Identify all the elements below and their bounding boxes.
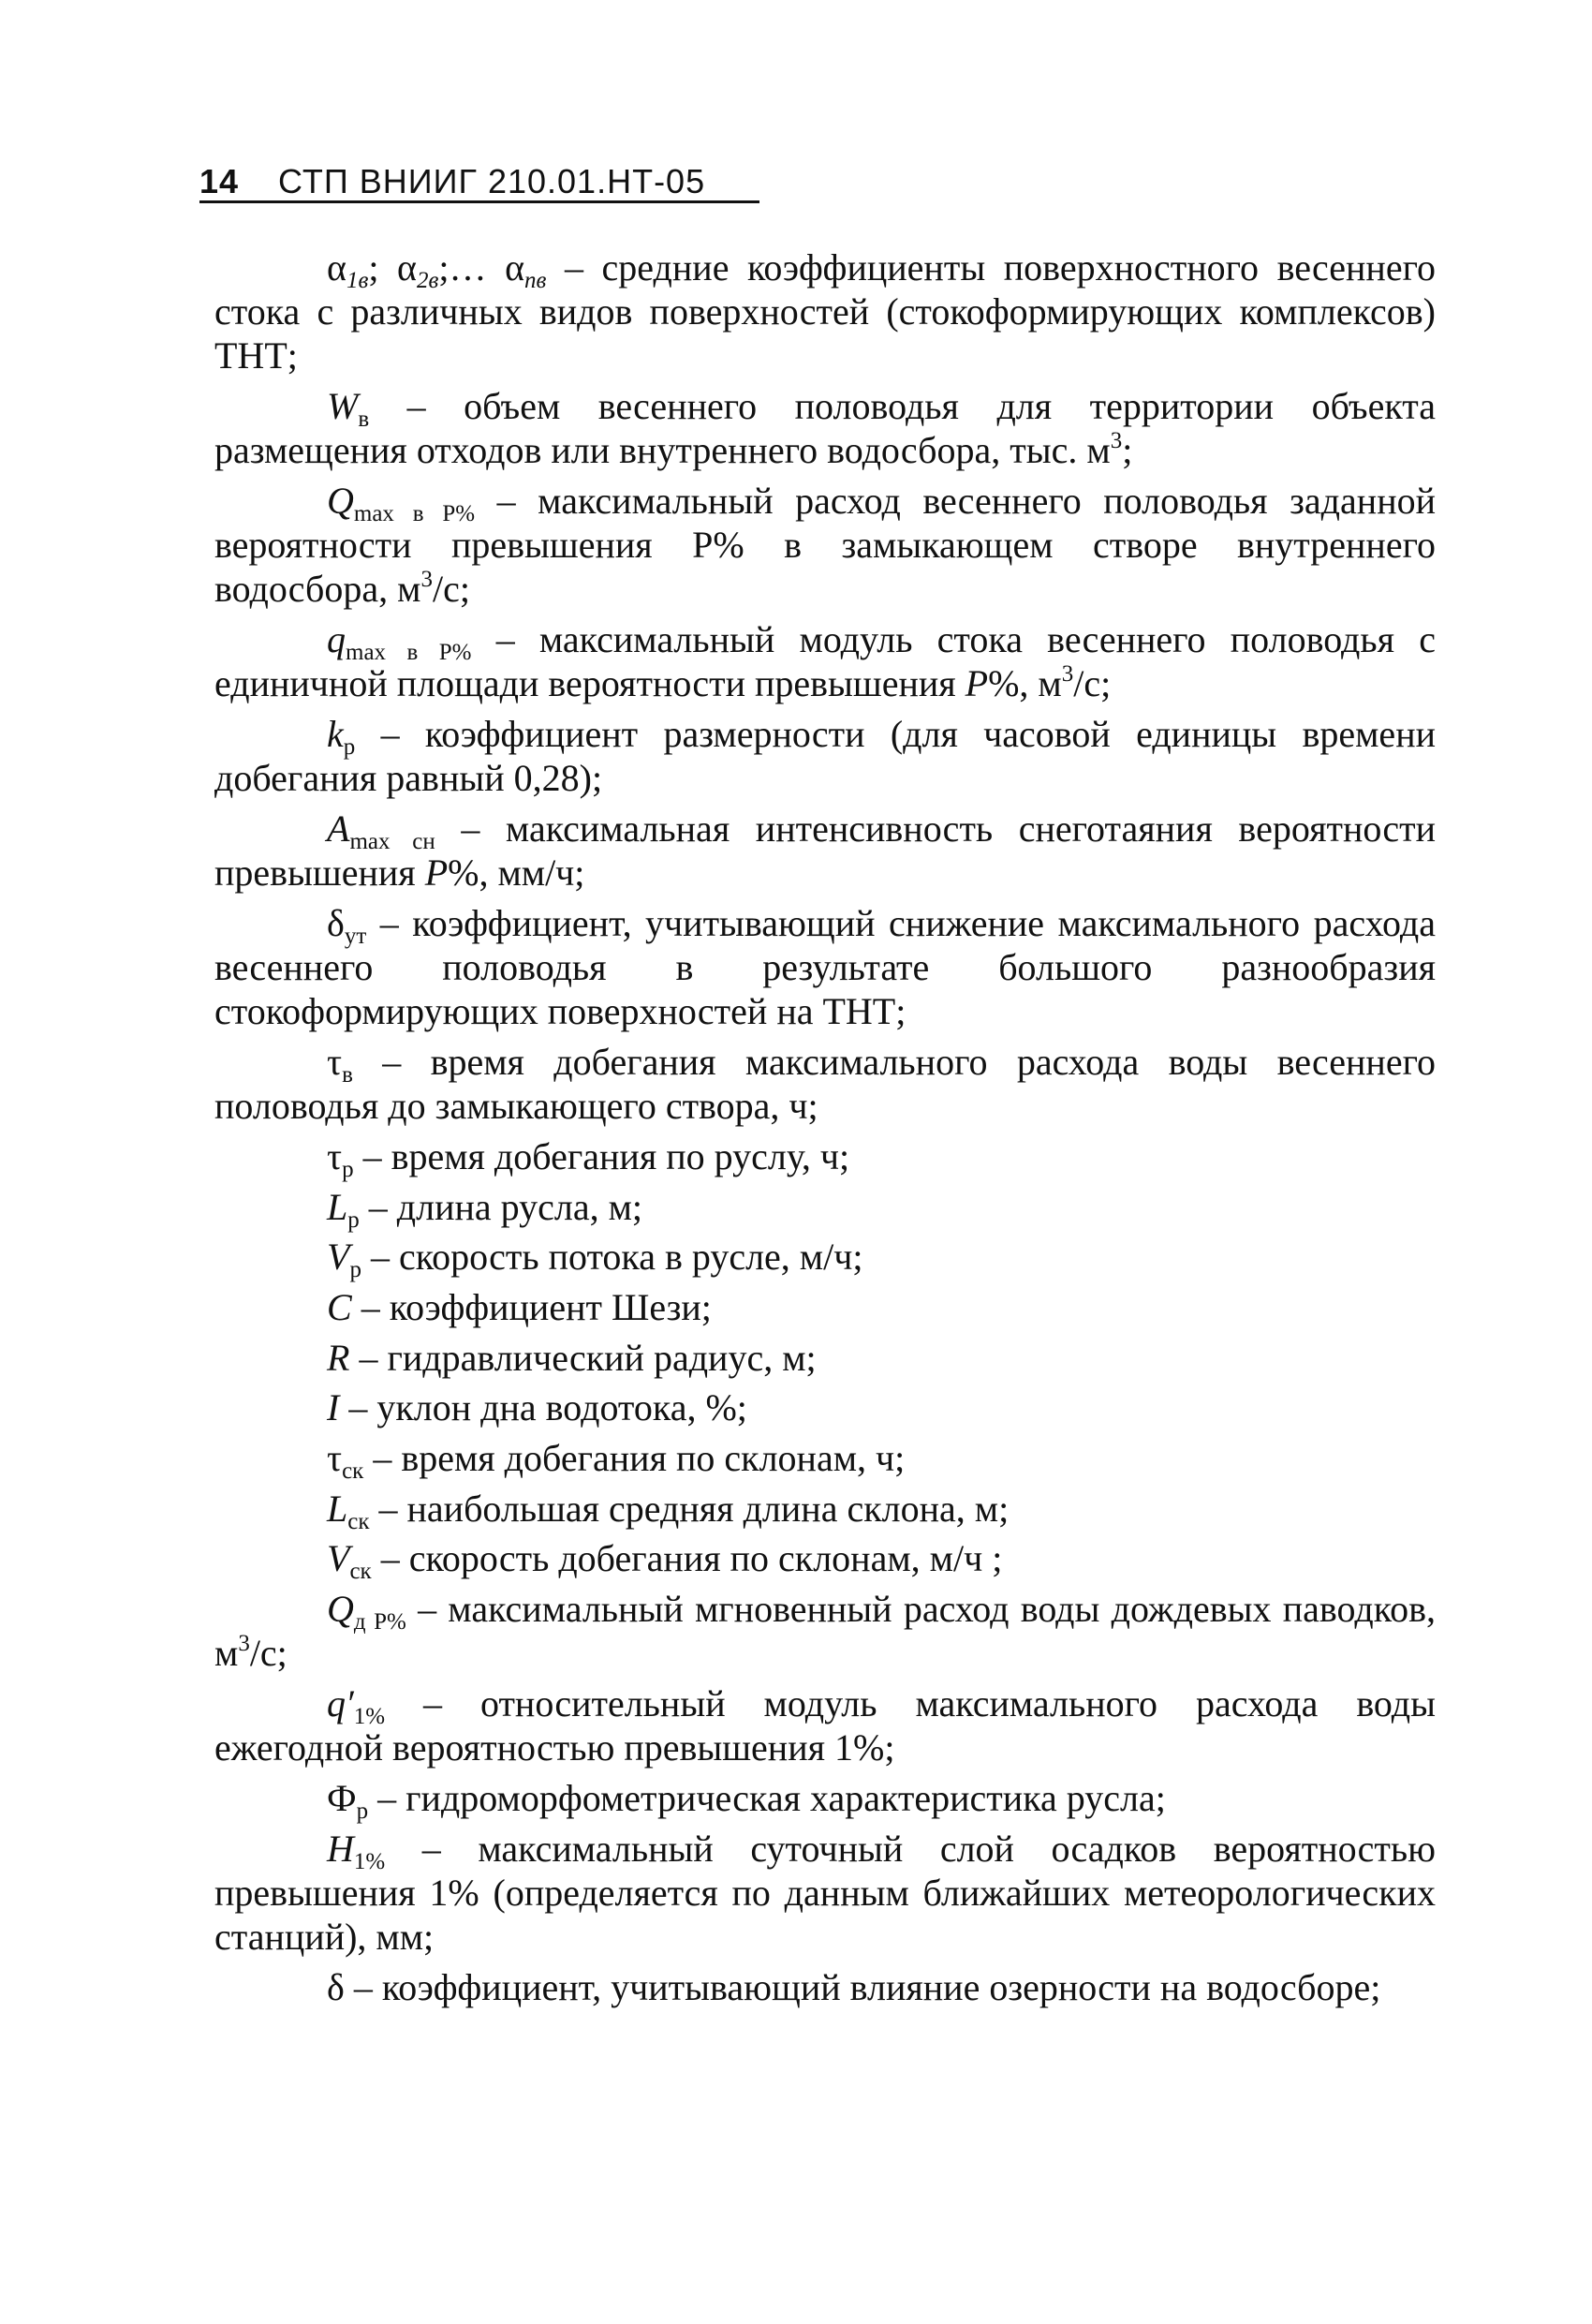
- definition-qmax: $Q_{max в P\%}$ – максимальный расход весеннего половодья заданной вероятности превышения Р% в замыкающем створе внутреннего водосбора, $м^3/с$;: [214, 480, 1436, 611]
- symbol: L: [327, 1487, 348, 1530]
- definition-text: – коэффициент Шези;: [351, 1285, 712, 1328]
- definition-text: – максимальная интенсивность снеготаяния вероятности превышения: [214, 807, 1436, 895]
- definition-phi: $Ф_р$ – гидроморфометрическая характеристика русла;: [327, 1777, 1166, 1824]
- definition-text: – максимальный расход весеннего половодья заданной вероятности превышения Р% в замыкающем створе внутреннего водосбора, м: [214, 480, 1436, 611]
- definition-amax: $A_{max сн}$ – максимальная интенсивность снеготаяния вероятности превышения P%, мм/ч;: [214, 807, 1436, 895]
- definition-tau-sk: $\tau_{ск}$ – время добегания по склонам, ч;: [327, 1437, 906, 1485]
- definition-h1: $H_{1\%}$ – максимальный суточный слой осадков вероятностью превышения 1% (определяется по данным ближайших метеорологических станций), мм;: [214, 1827, 1436, 1959]
- definition-text: – уклон дна водотока, %;: [339, 1386, 747, 1429]
- definition-text: – средние коэффициенты поверхностного весеннего стока с различных видов поверхностей (стокоформирующих комплексов) ТНТ;: [214, 246, 1436, 377]
- definition-text: – относительный модуль максимального расхода воды ежегодной вероятностью превышения 1%;: [214, 1682, 1436, 1769]
- symbol: I: [327, 1386, 340, 1429]
- definition-text: – длина русла, м;: [359, 1185, 642, 1228]
- symbol: Q: [327, 480, 354, 523]
- definition-delta: [214, 1965, 1436, 2009]
- symbol: $\alpha_{1в}$; $\alpha_{2в};\dots$ $\alpha_{nв}$: [327, 246, 547, 293]
- symbol: δ: [327, 1965, 345, 2008]
- symbol: Ф: [327, 1777, 357, 1819]
- symbol: H: [327, 1827, 354, 1870]
- definition-text: – максимальный суточный слой осадков вероятностью превышения 1% (определяется по данным ближайших метеорологических станций), мм;: [214, 1827, 1436, 1959]
- symbol: q: [327, 618, 346, 661]
- definition-alpha: [214, 245, 1436, 378]
- definition-text: – скорость добегания по склонам, м/ч ;: [371, 1537, 1003, 1580]
- definition-tau-v: $\tau_в$ – время добегания максимального расхода воды весеннего половодья до замыкающего створа, ч;: [214, 1040, 1436, 1128]
- page-header: [199, 162, 705, 201]
- symbol-definitions: [214, 245, 1436, 2016]
- document-code: СТП ВНИИГ 210.01.НТ-05: [278, 162, 706, 200]
- definition-qmod: $q_{max в P\%}$ – максимальный модуль стока весеннего половодья с единичной площади вероятности превышения P%, $м^3/с$;: [214, 618, 1436, 705]
- definition-q-d: $Q_{д P\%}$ – максимальный мгновенный расход воды дождевых паводков, $м^3/с$;: [214, 1588, 1436, 1675]
- definition-text: – скорость потока в русле, м/ч;: [361, 1236, 863, 1279]
- definition-text: – время добегания по склонам, ч;: [363, 1437, 906, 1480]
- symbol: q′: [327, 1682, 354, 1725]
- page-number: 14: [199, 162, 240, 200]
- symbol: V: [327, 1236, 350, 1279]
- definition-q1: $q'_{1\%}$ – относительный модуль максимального расхода воды ежегодной вероятностью превышения 1%;: [214, 1682, 1436, 1769]
- symbol: C: [327, 1285, 352, 1328]
- symbol: τ: [327, 1040, 343, 1083]
- symbol: A: [327, 807, 350, 850]
- symbol: V: [327, 1537, 350, 1580]
- definition-text: – объем весеннего половодья для территории объекта размещения отходов или внутреннего водосбора, тыс. м: [214, 385, 1436, 472]
- definition-text: – гидравлический радиус, м;: [349, 1336, 817, 1379]
- definition-i: [214, 1385, 1436, 1429]
- symbol: τ: [327, 1134, 343, 1177]
- definition-text: – максимальный модуль стока весеннего половодья с единичной площади вероятности превышения: [214, 618, 1436, 705]
- definition-l-sk: $L_{ск}$ – наибольшая средняя длина склона, м;: [327, 1487, 1010, 1534]
- definition-text: – наибольшая средняя длина склона, м;: [369, 1487, 1010, 1530]
- definition-text: – коэффициент, учитывающий снижение максимального расхода весеннего половодья в результате большого разнообразия стокоформирующих поверхностей на ТНТ;: [214, 901, 1436, 1033]
- definition-text: – гидроморфометрическая характеристика русла;: [368, 1777, 1166, 1819]
- definition-text: – коэффициент, учитывающий влияние озерности на водосборе;: [344, 1965, 1381, 2008]
- definition-text: – коэффициент размерности (для часовой единицы времени добегания равный 0,28);: [214, 713, 1436, 800]
- symbol: τ: [327, 1437, 343, 1480]
- symbol: δ: [327, 901, 345, 944]
- definition-c: [214, 1285, 1436, 1329]
- definition-w: $W_в$ – объем весеннего половодья для территории объекта размещения отходов или внутреннего водосбора, тыс. $м^3$;: [214, 385, 1436, 472]
- header-underline: [199, 200, 759, 203]
- definition-text: – время добегания по руслу, ч;: [353, 1134, 850, 1177]
- definition-l-r: $L_р$ – длина русла, м;: [327, 1185, 642, 1233]
- symbol: k: [327, 713, 344, 756]
- symbol: R: [327, 1336, 350, 1379]
- definition-v-r: $V_р$ – скорость потока в русле, м/ч;: [327, 1236, 863, 1283]
- symbol: L: [327, 1185, 348, 1228]
- definition-delta-ut: $\delta_{ут}$ – коэффициент, учитывающий снижение максимального расхода весеннего половодья в результате большого разнообразия стокоформирующих поверхностей на ТНТ;: [214, 901, 1436, 1033]
- definition-r: [214, 1336, 1436, 1380]
- definition-v-sk: $V_{ск}$ – скорость добегания по склонам, м/ч ;: [327, 1537, 1003, 1585]
- definition-tau-r: $\tau_р$ – время добегания по руслу, ч;: [327, 1134, 850, 1182]
- symbol: Q: [327, 1588, 354, 1631]
- definition-text: – время добегания максимального расхода воды весеннего половодья до замыкающего створа, ч;: [214, 1040, 1436, 1128]
- symbol: W: [327, 385, 359, 428]
- definition-text: – максимальный мгновенный расход воды дождевых паводков, м: [214, 1588, 1436, 1675]
- definition-kp: $k_р$ – коэффициент размерности (для часовой единицы времени добегания равный 0,28);: [214, 713, 1436, 800]
